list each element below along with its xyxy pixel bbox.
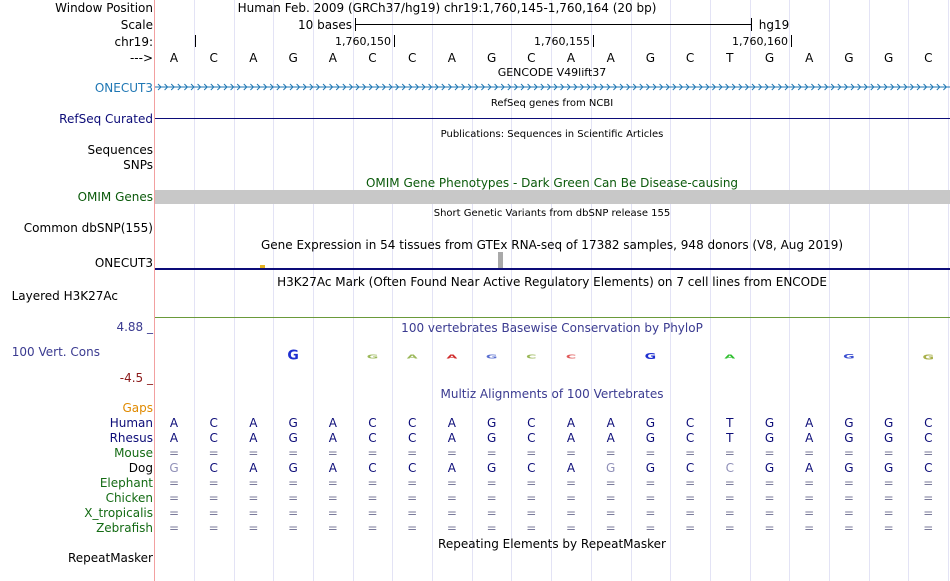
alignment-base: = (565, 521, 577, 535)
alignment-base: A (169, 416, 179, 430)
species-label-human[interactable]: Human (109, 416, 153, 430)
alignment-base: C (527, 431, 536, 445)
base-letter: A (249, 51, 258, 65)
base-letter: C (368, 51, 377, 65)
refseq-track-title[interactable]: RefSeq genes from NCBI (490, 98, 614, 109)
gtex-gene-label[interactable]: ONECUT3 (94, 256, 153, 270)
alignment-base: = (883, 491, 894, 505)
alignment-base: A (606, 431, 615, 445)
alignment-base: = (526, 491, 537, 505)
gtex-gene-line[interactable] (155, 268, 950, 270)
alignment-base: A (249, 461, 258, 475)
alignment-base: A (249, 431, 258, 445)
alignment-base: = (486, 476, 497, 490)
ruler-tick (394, 35, 395, 47)
alignment-base: = (367, 506, 378, 520)
alignment-base: G (764, 461, 775, 475)
phylop-max-label: 4.88 _ (116, 320, 153, 334)
alignment-base: A (606, 416, 615, 430)
repeatmasker-track-title[interactable]: Repeating Elements by RepeatMasker (438, 537, 666, 551)
alignment-base: = (288, 491, 299, 505)
alignment-base: = (168, 491, 180, 505)
gtex-expression-bar[interactable] (260, 265, 265, 268)
alignment-base: = (843, 521, 854, 535)
alignment-base: = (685, 446, 696, 460)
alignment-base: G (288, 461, 298, 475)
strand-arrow-label: ---> (129, 51, 153, 65)
base-letter: G (764, 51, 775, 65)
base-letter: C (209, 51, 218, 65)
alignment-base: A (447, 416, 456, 430)
alignment-base: C (527, 416, 536, 430)
alignment-base: = (248, 506, 259, 520)
alignment-base: = (327, 521, 338, 535)
alignment-base: = (526, 476, 537, 490)
alignment-base: = (605, 521, 616, 535)
alignment-base: = (565, 491, 577, 505)
alignment-base: C (209, 431, 218, 445)
alignment-base: = (724, 506, 735, 520)
scale-bar-start-tick (355, 18, 356, 31)
conservation-logo-letter[interactable]: G (843, 353, 855, 361)
alignment-base: = (724, 521, 735, 535)
alignment-base: C (685, 461, 695, 475)
alignment-base: G (486, 416, 497, 430)
alignment-base: = (883, 476, 894, 490)
alignment-base: = (327, 506, 338, 520)
alignment-base: = (843, 476, 854, 490)
alignment-base: = (407, 521, 418, 535)
alignment-base: G (486, 461, 497, 475)
alignment-base: C (725, 461, 734, 475)
alignment-base: = (407, 491, 418, 505)
alignment-base: A (447, 431, 456, 445)
alignment-base: G (883, 431, 894, 445)
alignment-base: = (407, 446, 418, 460)
alignment-base: = (486, 446, 497, 460)
alignment-base: = (327, 476, 338, 490)
alignment-base: C (209, 416, 218, 430)
species-label-x_tropicalis[interactable]: X_tropicalis (84, 506, 153, 520)
alignment-base: C (924, 416, 933, 430)
gaps-label: Gaps (122, 401, 153, 415)
alignment-base: = (565, 446, 577, 460)
alignment-base: = (327, 446, 338, 460)
alignment-base: = (565, 476, 577, 490)
alignment-base: = (208, 521, 219, 535)
base-letter: C (527, 51, 536, 65)
alignment-base: = (883, 521, 894, 535)
alignment-base: = (645, 521, 656, 535)
alignment-base: = (764, 446, 775, 460)
alignment-base: = (208, 491, 219, 505)
h3k27ac-label[interactable]: Layered H3K27Ac (11, 289, 118, 303)
species-label-rhesus[interactable]: Rhesus (109, 431, 153, 445)
alignment-base: = (804, 446, 815, 460)
alignment-base: = (446, 506, 457, 520)
alignment-base: T (726, 431, 734, 445)
scale-bar (355, 24, 751, 25)
alignment-base: A (328, 416, 337, 430)
alignment-base: A (805, 416, 814, 430)
alignment-base: = (724, 476, 735, 490)
conservation-logo-letter[interactable]: C (526, 353, 537, 360)
alignment-base: = (645, 476, 656, 490)
alignment-base: = (685, 491, 696, 505)
common-dbsnp-label[interactable]: Common dbSNP(155) (23, 221, 153, 235)
alignment-base: = (883, 446, 894, 460)
alignment-base: = (446, 491, 457, 505)
alignment-base: C (407, 461, 417, 475)
alignment-base: A (805, 461, 814, 475)
base-letter: G (288, 51, 298, 65)
alignment-base: A (447, 461, 456, 475)
conservation-logo-letter[interactable]: G (287, 348, 299, 363)
publications-track-title[interactable]: Publications: Sequences in Scientific Articles (440, 129, 664, 140)
repeatmasker-label[interactable]: RepeatMasker (67, 551, 153, 565)
alignment-base: = (605, 506, 616, 520)
track-data-area[interactable] (155, 0, 950, 581)
conservation-logo-letter[interactable]: G (644, 352, 657, 362)
alignment-base: = (168, 521, 180, 535)
alignment-base: = (764, 506, 775, 520)
omim-gene-bar[interactable] (155, 190, 950, 204)
alignment-base: = (843, 446, 854, 460)
alignment-base: A (169, 431, 179, 445)
alignment-base: = (923, 491, 934, 505)
alignment-base: = (168, 506, 180, 520)
alignment-base: = (288, 506, 299, 520)
alignment-base: = (565, 506, 577, 520)
alignment-base: = (685, 476, 696, 490)
base-letter: A (805, 51, 814, 65)
alignment-base: = (645, 491, 656, 505)
alignment-base: = (288, 446, 299, 460)
alignment-base: = (208, 476, 219, 490)
alignment-base: = (526, 521, 537, 535)
dbsnp-track-title[interactable]: Short Genetic Variants from dbSNP release 155 (433, 208, 671, 219)
sequences-label[interactable]: Sequences (87, 143, 153, 157)
alignment-base: G (844, 416, 854, 430)
alignment-base: A (566, 461, 576, 475)
base-letter: T (726, 51, 734, 65)
alignment-base: = (804, 476, 815, 490)
base-letter: A (328, 51, 337, 65)
alignment-base: = (685, 521, 696, 535)
gtex-expression-bar[interactable] (498, 252, 503, 268)
base-letter: G (645, 51, 656, 65)
alignment-base: = (923, 476, 934, 490)
omim-genes-label[interactable]: OMIM Genes (77, 190, 153, 204)
refseq-curated-label[interactable]: RefSeq Curated (59, 112, 153, 126)
alignment-base: C (924, 431, 933, 445)
alignment-base: = (486, 506, 497, 520)
alignment-base: = (446, 446, 457, 460)
alignment-base: = (526, 446, 537, 460)
ruler-tick (791, 35, 792, 47)
alignment-base: G (288, 416, 298, 430)
base-letter: G (844, 51, 854, 65)
alignment-base: G (844, 431, 854, 445)
alignment-base: C (368, 461, 377, 475)
alignment-base: = (248, 446, 259, 460)
alignment-base: G (883, 461, 894, 475)
alignment-base: = (407, 476, 418, 490)
species-label-mouse[interactable]: Mouse (114, 446, 153, 460)
species-label-zebrafish[interactable]: Zebrafish (96, 521, 153, 535)
alignment-base: = (367, 521, 378, 535)
alignment-base: G (844, 461, 854, 475)
alignment-base: G (645, 461, 656, 475)
base-letter: A (169, 51, 179, 65)
ruler-position: 1,760,160 (732, 35, 788, 48)
alignment-base: = (367, 476, 378, 490)
snps-label[interactable]: SNPs (123, 158, 153, 172)
alignment-base: = (804, 491, 815, 505)
ruler-tick (593, 35, 594, 47)
base-letter: C (924, 51, 933, 65)
alignment-base: G (883, 416, 894, 430)
alignment-base: = (605, 491, 616, 505)
alignment-base: C (685, 416, 695, 430)
conservation-logo-letter[interactable]: G (366, 353, 379, 360)
conservation-logo-letter[interactable]: G (485, 353, 498, 360)
alignment-base: = (923, 446, 934, 460)
assembly-name: hg19 (758, 18, 790, 32)
alignment-base: = (645, 506, 656, 520)
gencode-gene-label[interactable]: ONECUT3 (94, 81, 153, 95)
assembly-position-text: Human Feb. 2009 (GRCh37/hg19) chr19:1,760,145-1,760,164 (20 bp) (237, 1, 657, 15)
alignment-base: = (288, 476, 299, 490)
alignment-base: = (486, 491, 497, 505)
conservation-logo-letter[interactable]: A (406, 353, 418, 360)
multiz-track-title[interactable]: Multiz Alignments of 100 Vertebrates (440, 387, 664, 401)
h3k27ac-signal-line[interactable] (155, 317, 950, 318)
alignment-base: = (486, 521, 497, 535)
alignment-base: = (764, 521, 775, 535)
alignment-base: = (248, 476, 259, 490)
alignment-base: = (843, 491, 854, 505)
alignment-base: A (328, 431, 337, 445)
window-position-label: Window Position (55, 1, 153, 15)
alignment-base: = (446, 521, 457, 535)
alignment-base: = (208, 446, 219, 460)
alignment-base: C (209, 461, 218, 475)
alignment-base: A (566, 416, 576, 430)
ruler-position: 1,760,150 (335, 35, 391, 48)
base-letter: C (685, 51, 695, 65)
alignment-base: = (804, 521, 815, 535)
alignment-base: = (764, 491, 775, 505)
alignment-base: = (168, 476, 180, 490)
alignment-base: = (923, 506, 934, 520)
alignment-base: G (764, 431, 775, 445)
alignment-base: G (288, 431, 298, 445)
alignment-base: C (527, 461, 536, 475)
species-label-elephant[interactable]: Elephant (99, 476, 153, 490)
alignment-base: = (407, 506, 418, 520)
alignment-base: = (168, 446, 180, 460)
phylop-track-title[interactable]: 100 vertebrates Basewise Conservation by PhyloP (401, 321, 703, 335)
conservation-logo-letter[interactable]: G (922, 352, 935, 361)
alignment-base: = (248, 521, 259, 535)
alignment-base: = (843, 506, 854, 520)
alignment-base: = (208, 506, 219, 520)
ruler-position: 1,760,155 (534, 35, 590, 48)
gencode-chevron-glyph (155, 81, 950, 93)
alignment-base: = (248, 491, 259, 505)
alignment-base: C (407, 431, 417, 445)
scale-label: Scale (120, 18, 153, 32)
alignment-base: G (486, 431, 497, 445)
alignment-base: G (764, 416, 775, 430)
phylop-min-label: -4.5 _ (119, 371, 153, 385)
alignment-base: = (804, 506, 815, 520)
alignment-base: = (923, 521, 934, 535)
alignment-base: = (605, 446, 616, 460)
alignment-base: = (367, 446, 378, 460)
alignment-base: A (328, 461, 337, 475)
alignment-base: G (606, 461, 616, 475)
alignment-base: A (249, 416, 258, 430)
base-letter: G (486, 51, 497, 65)
alignment-base: G (645, 416, 656, 430)
gtex-track-title[interactable]: Gene Expression in 54 tissues from GTEx RNA-seq of 17382 samples, 948 donors (V8, Aug 2019) (260, 238, 844, 252)
base-letter: A (606, 51, 615, 65)
refseq-gene-line[interactable] (155, 118, 950, 119)
alignment-base: = (327, 491, 338, 505)
gencode-track-title[interactable]: GENCODE V49lift37 (497, 66, 607, 79)
omim-track-title[interactable]: OMIM Gene Phenotypes - Dark Green Can Be Disease-causing (365, 176, 739, 190)
alignment-base: A (566, 431, 576, 445)
alignment-base: T (726, 416, 734, 430)
alignment-base: = (724, 446, 735, 460)
conservation-logo-letter[interactable]: A (446, 353, 458, 360)
base-letter: G (883, 51, 894, 65)
alignment-base: C (368, 431, 377, 445)
alignment-base: = (288, 521, 299, 535)
alignment-base: A (805, 431, 814, 445)
alignment-base: C (924, 461, 933, 475)
alignment-base: = (724, 491, 735, 505)
base-letter: A (566, 51, 576, 65)
alignment-base: C (368, 416, 377, 430)
alignment-base: G (645, 431, 656, 445)
alignment-base: G (169, 461, 179, 475)
ruler-tick (195, 35, 196, 47)
alignment-base: = (446, 476, 457, 490)
species-label-dog[interactable]: Dog (128, 461, 153, 475)
scale-bar-end-tick (751, 18, 752, 31)
h3k27ac-track-title[interactable]: H3K27Ac Mark (Often Found Near Active Regulatory Elements) on 7 cell lines from ENCODE (277, 275, 827, 289)
track-label-column (0, 0, 154, 581)
base-letter: A (447, 51, 456, 65)
phylop-track-label[interactable]: 100 Vert. Cons (11, 345, 100, 359)
gencode-gene-body[interactable] (155, 81, 950, 93)
base-letter: C (407, 51, 417, 65)
alignment-base: = (367, 491, 378, 505)
alignment-base: = (605, 476, 616, 490)
alignment-base: C (685, 431, 695, 445)
alignment-base: = (685, 506, 696, 520)
alignment-base: = (526, 506, 537, 520)
chrom-label: chr19: (114, 35, 153, 49)
conservation-logo-letter[interactable]: C (565, 353, 577, 360)
conservation-logo-letter[interactable]: A (724, 353, 736, 360)
alignment-base: = (883, 506, 894, 520)
alignment-base: C (407, 416, 417, 430)
alignment-base: = (764, 476, 775, 490)
alignment-base: = (645, 446, 656, 460)
scale-bar-text: 10 bases (298, 18, 352, 32)
species-label-chicken[interactable]: Chicken (105, 491, 153, 505)
